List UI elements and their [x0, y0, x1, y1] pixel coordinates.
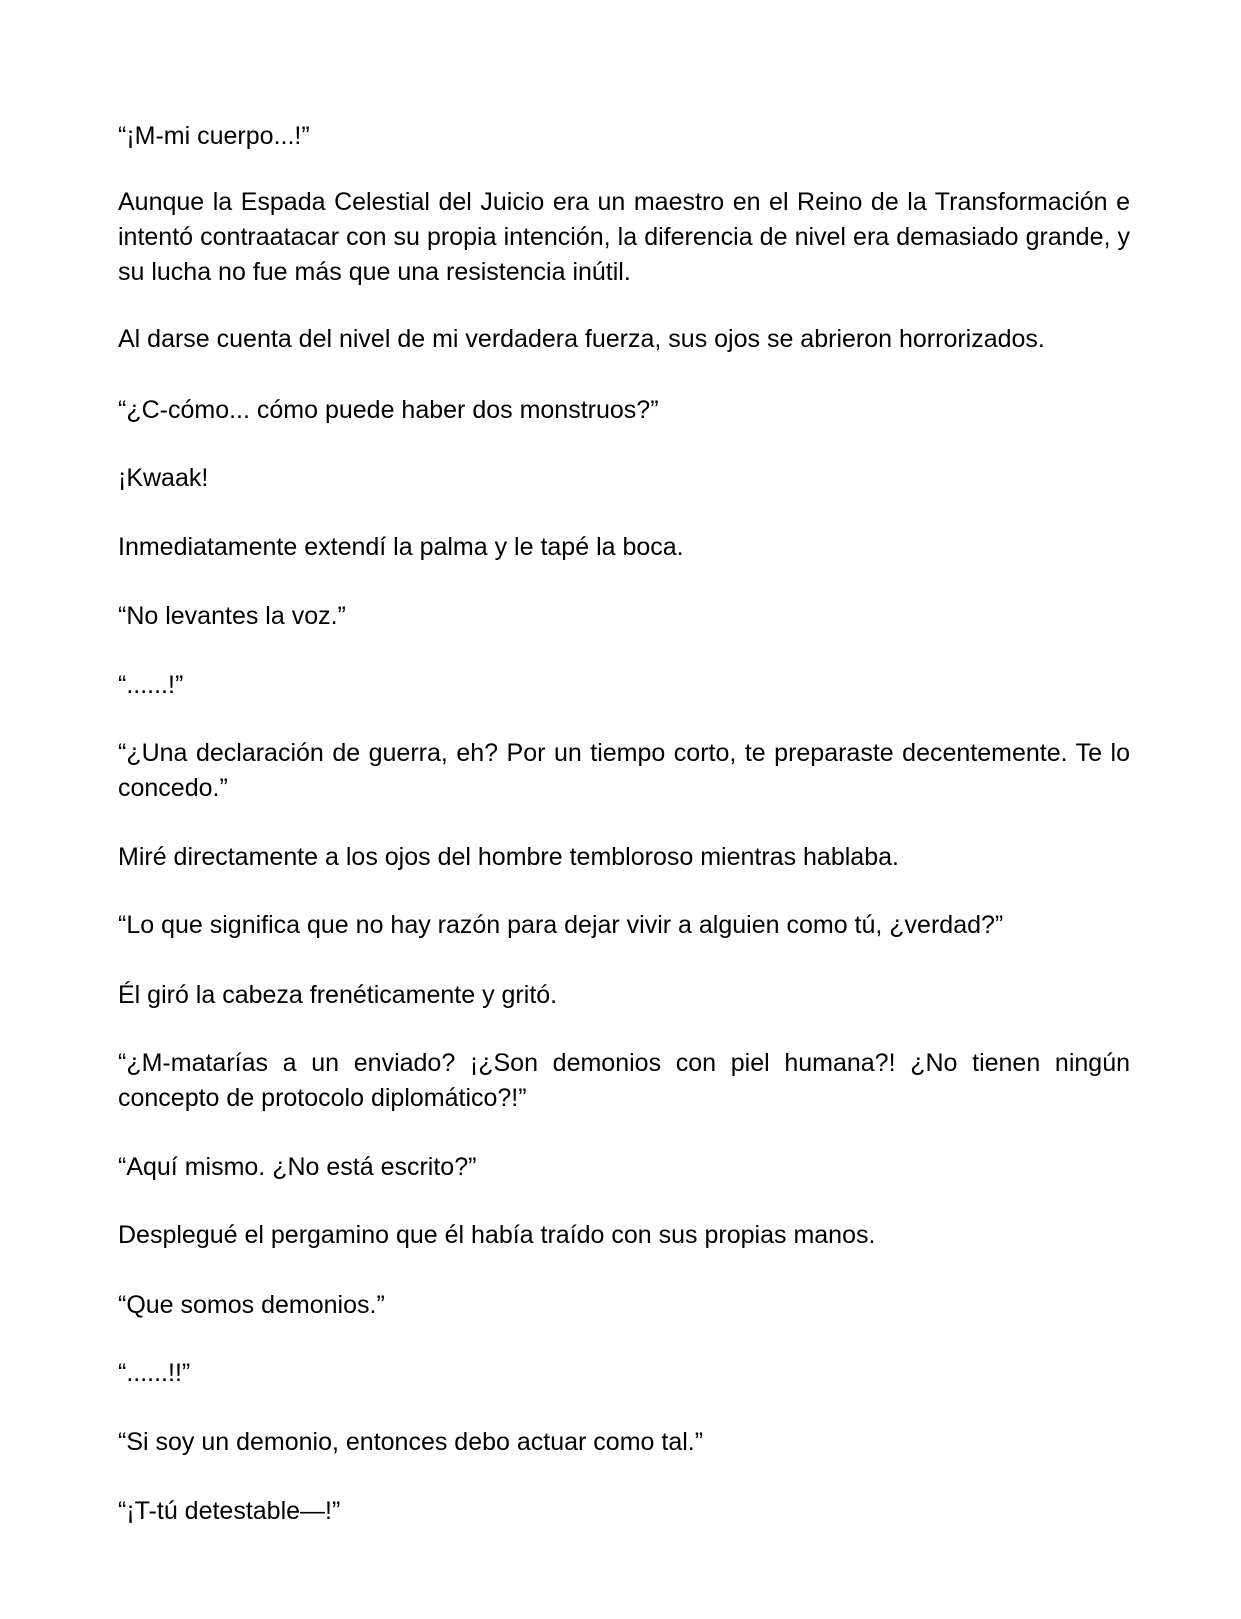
- paragraph-2: Aunque la Espada Celestial del Juicio era un maestro en el Reino de la Transformación e intentó contraatacar con su propia intención, la diferencia de nivel era demasiado grande, y su lucha no fue más que una resistencia inútil.: [118, 188, 1130, 286]
- paragraph-1: “¡M-mi cuerpo...!”: [118, 122, 310, 150]
- paragraph-13: “¿M-matarías a un enviado? ¡¿Son demonios con piel humana?! ¿No tienen ningún concepto de protocolo diplomático?!”: [118, 1049, 1130, 1112]
- paragraph-7: “No levantes la voz.”: [118, 602, 346, 630]
- paragraph-17: “......!!”: [118, 1359, 191, 1387]
- paragraph-12: Él giró la cabeza frenéticamente y gritó.: [118, 981, 558, 1009]
- paragraph-5: ¡Kwaak!: [118, 464, 209, 492]
- paragraph-4: “¿C-cómo... cómo puede haber dos monstruos?”: [118, 396, 659, 424]
- paragraph-10: Miré directamente a los ojos del hombre tembloroso mientras hablaba.: [118, 843, 899, 871]
- paragraph-16: “Que somos demonios.”: [118, 1291, 385, 1319]
- paragraph-8: “......!”: [118, 671, 184, 699]
- paragraph-15: Desplegué el pergamino que él había traído con sus propias manos.: [118, 1221, 876, 1249]
- paragraph-9: “¿Una declaración de guerra, eh? Por un tiempo corto, te preparaste decentemente. Te lo concedo.”: [118, 739, 1130, 802]
- paragraph-3: Al darse cuenta del nivel de mi verdadera fuerza, sus ojos se abrieron horrorizados.: [118, 325, 1045, 353]
- paragraph-14: “Aquí mismo. ¿No está escrito?”: [118, 1153, 477, 1181]
- paragraph-19: “¡T-tú detestable—!”: [118, 1497, 341, 1525]
- paragraph-6: Inmediatamente extendí la palma y le tapé la boca.: [118, 533, 684, 561]
- paragraph-18: “Si soy un demonio, entonces debo actuar como tal.”: [118, 1428, 704, 1456]
- paragraph-11: “Lo que significa que no hay razón para dejar vivir a alguien como tú, ¿verdad?”: [118, 911, 1004, 939]
